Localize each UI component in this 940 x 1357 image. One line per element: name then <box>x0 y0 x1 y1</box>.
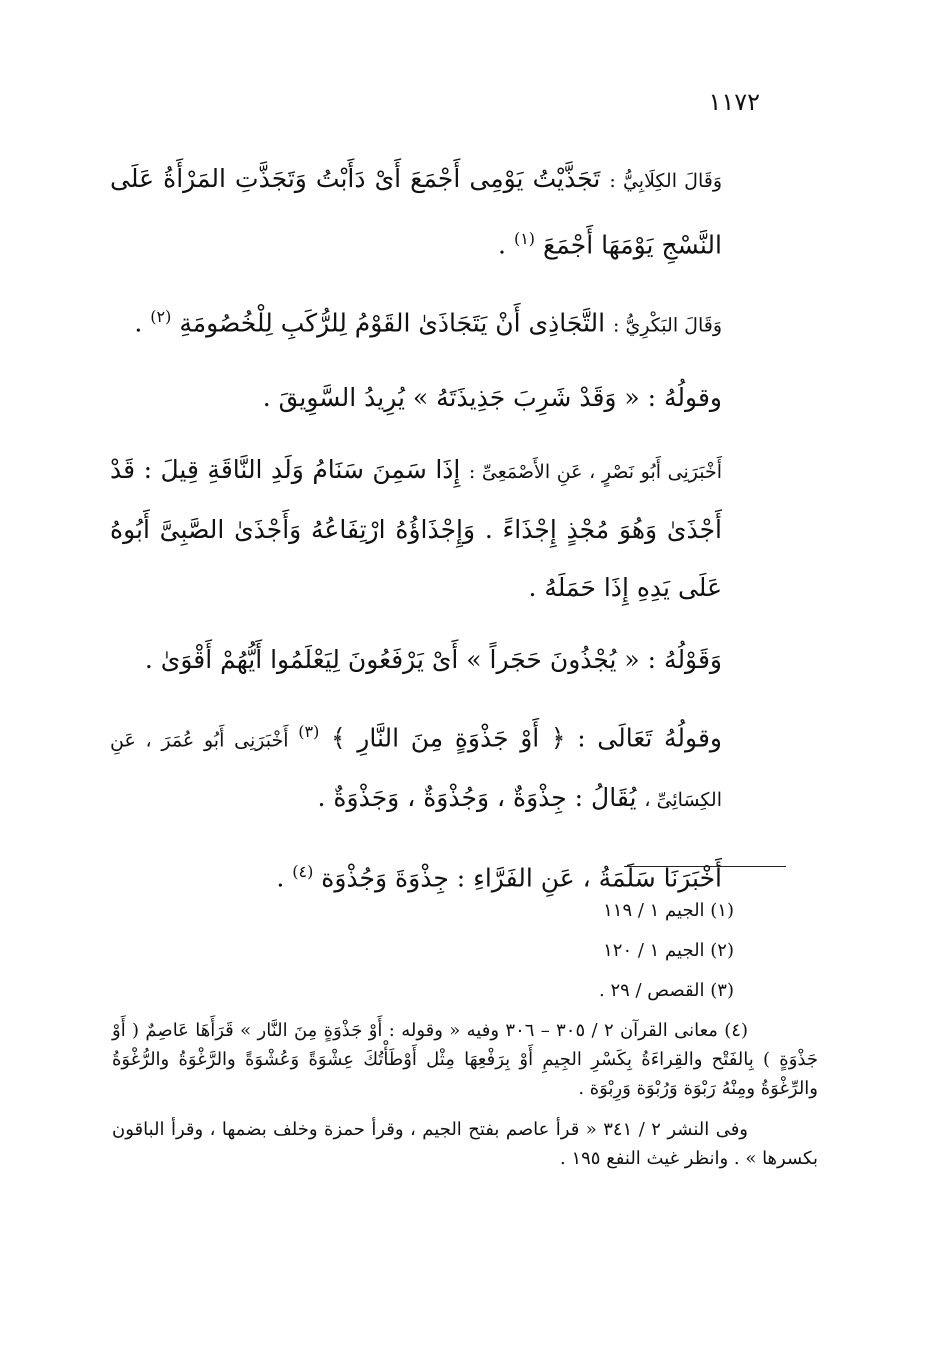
paragraph-lead: أَخْبَرَنِى أَبُو عُمَرَ ، عَنِ الكِسَائِىِّ ، <box>110 728 722 811</box>
footnote-3: (٣) القصص / ٢٩ . <box>598 980 734 1001</box>
footnote-2: (٢) الجيم ١ / ١٢٠ <box>603 940 734 961</box>
footnote-4-continuation: وفى النشر ٢ / ٣٤١ « قرأ عاصم بفتح الجيم ، وقرأ حمزة وخلف بضمها ، وقرأ الباقون بكسرها » . وانظر غيث النفع ١٩٥ . <box>112 1119 818 1169</box>
main-text <box>110 150 816 921</box>
paragraph-tail: . <box>276 863 293 893</box>
page-number: ١١٧٢ <box>708 88 760 116</box>
footnote-4: (٤) معانى القرآن ٢ / ٣٠٥ – ٣٠٦ وفيه « وقوله : أَوْ جَذْوَةٍ مِنَ النَّار » قَرَأَهَا عَاصِمٌ ( أَوْ جَذْوَةٍ ) بِالفَتْح والقِراءَةُ بِكَسْرِ الجِيمِ أَوْ بِرَفْعِهَا مِثْل أَوْطَأْتُكَ عِشْوَةً وَعُشْوَةً والرَّغْوَةُ والرُّغْوَةُ والرِّغْوَةُ ومِنْهُ رَبْوَة وَرُبْوَة وَرِبْوَة . <box>112 1020 818 1099</box>
footnote-reference: (٣) <box>298 721 320 741</box>
footnote-1: (١) الجيم ١ / ١١٩ <box>603 900 734 921</box>
footnote-divider <box>624 866 786 867</box>
paragraph-tail: . <box>134 308 151 338</box>
paragraph-text: وقولُهُ تَعَالَى : ﴿ أَوْ جَذْوَةٍ مِنَ النَّارِ ﴾ <box>319 722 722 752</box>
paragraph-jadhwa-quran <box>110 703 816 829</box>
paragraph-jadhidhatahu <box>110 369 816 427</box>
paragraph-tail: . <box>498 230 514 260</box>
paragraph-text: إِذَا سَمِنَ سَنَامُ وَلَدِ النَّاقَةِ قِيلَ : قَدْ أَجْذَىٰ وَهُوَ مُجْذٍ إِجْذَاءً . وَإِجْذَاؤُهُ ارْتِفَاعُهُ وَأَجْذَىٰ الصَّبِىَّ أَبُوهُ عَلَى يَدِهِ إِذَا حَمَلَهُ . <box>110 454 722 602</box>
footnote-reference: (٢) <box>150 307 172 327</box>
paragraph-text: وَقَوْلُهُ : « يُجْذُونَ حَجَراً » أَىْ يَرْفَعُونَ لِيَعْلَمُوا أَيُّهُمْ أَقْوَىٰ . <box>144 644 722 674</box>
paragraph-lead: وَقَالَ البَكْرِيُّ : <box>613 314 722 337</box>
paragraph-lead: أَخْبَرَنِى أَبُو نَصْرٍ ، عَنِ الأَصْمَعِىِّ : <box>468 460 722 483</box>
paragraph-text: أَخْبَرَنَا سَلَمَةُ ، عَنِ الفَرَّاءِ : جِذْوَةَ وَجُذْوَة <box>313 863 722 893</box>
paragraph-lead: وَقَالَ الكِلَابِيُّ : <box>609 170 722 192</box>
paragraph-bakri <box>110 288 816 354</box>
footnote-reference: (٤) <box>292 861 314 881</box>
paragraph-text: التَّجَاذِى أَنْ يَتَجَاذَىٰ القَوْمُ لِلرُّكَبِ لِلْخُصُومَةِ <box>171 308 614 338</box>
paragraph-text: يُقَالُ : جِذْوَةٌ ، وَجُذْوَةٌ ، وَجَذْوَةٌ . <box>317 782 645 812</box>
paragraph-asmai <box>110 441 816 617</box>
paragraph-text: وقولُهُ : « وَقَدْ شَرِبَ جَذِيذَتَهُ » يُرِيدُ السَّوِيقَ . <box>262 382 722 412</box>
paragraph-text: تَجَذَّيْتُ يَوْمِى أَجْمَعَ أَىْ دَأَبْتُ وَتَجَذَّتِ المَرْأَةُ عَلَى النَّسْجِ يَوْمَهَا أَجْمَعَ <box>110 164 722 260</box>
paragraph-yujdhun <box>110 631 816 689</box>
footnotes <box>112 896 818 1185</box>
footnote-reference: (١) <box>513 229 536 248</box>
paragraph-kilabi <box>110 150 816 274</box>
